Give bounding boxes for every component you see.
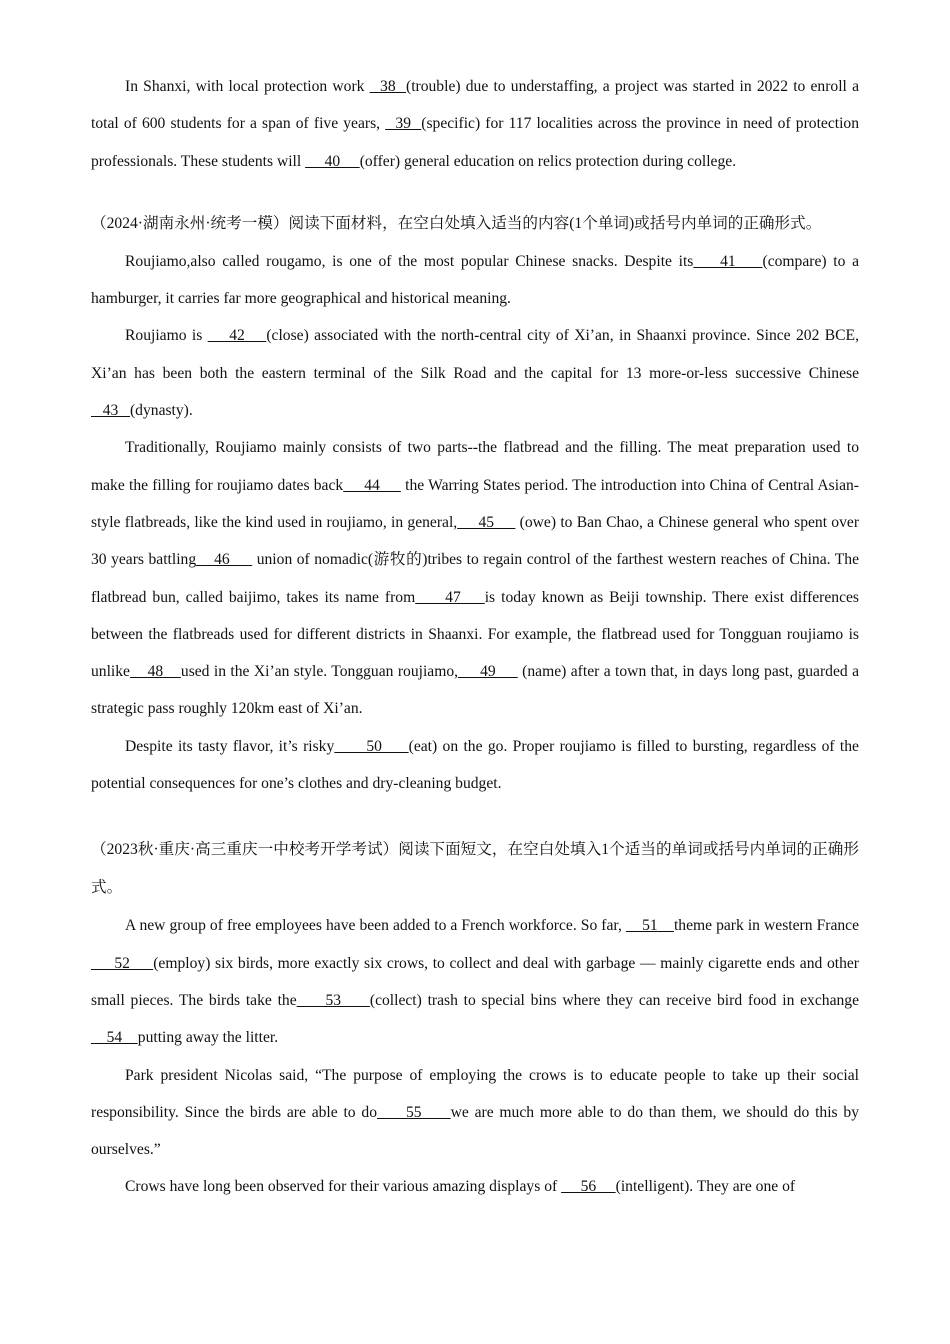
blank-46: 46 (196, 551, 253, 569)
section-heading-crows: （2023秋·重庆·高三重庆一中校考开学考试）阅读下面短文，在空白处填入1个适当的单词或括号内单词的正确形式。 (91, 841, 859, 897)
blank-53: 53 (296, 991, 370, 1009)
blank-47: 47 (415, 588, 485, 606)
paragraph-crows-quote: Park president Nicolas said, “The purpose of employing the crows is to educate people to take up their social responsibility. Since the birds are able to do 55 we are much more able to do than them, we should do this by ourselves.” (91, 1066, 859, 1159)
blank-49: 49 (458, 663, 518, 681)
paragraph-roujiamo-flavor: Despite its tasty flavor, it’s risky 50 (eat) on the go. Proper roujiamo is filled to bursting, regardless of the potential consequences for one’s clothes and dry-cleaning budget. (91, 737, 859, 793)
blank-40: 40 (305, 152, 360, 170)
blank-45: 45 (457, 513, 516, 531)
paragraph-roujiamo-intro: Roujiamo,also called rougamo, is one of the most popular Chinese snacks. Despite its 41 (compare) to a hamburger, it carries far more geographical and historical meaning. (91, 252, 859, 308)
blank-54: 54 (91, 1029, 138, 1047)
document-page (91, 68, 859, 1206)
blank-50: 50 (334, 737, 409, 755)
paragraph-shanxi: In Shanxi, with local protection work 38 (trouble) due to understaffing, a project was started in 2022 to enroll a total of 600 students for a span of five years, 39 (specific) for 117 localities across the province in need of protection professionals. These students will 40 (offer) general education on relics protection during college. (91, 78, 860, 170)
blank-55: 55 (377, 1103, 451, 1121)
paragraph-crows-intelligence: Crows have long been observed for their various amazing displays of 56 (intelligent). They are one of (125, 1178, 796, 1196)
blank-43: 43 (91, 402, 130, 420)
blank-48: 48 (129, 663, 181, 681)
blank-51: 51 (625, 917, 674, 935)
blank-56: 56 (561, 1178, 616, 1196)
blank-38: 38 (369, 78, 406, 95)
paragraph-crows-intro: A new group of free employees have been added to a French workforce. So far, 51 theme park in western France 52 (employ) six birds, more exactly six crows, to collect and deal with garbage — mainly cigarette ends and other small pieces. The birds take the 53 (collect) trash to special bins where they can receive bird food in exchange 54 putting away the litter. (91, 917, 860, 1047)
blank-44: 44 (343, 476, 401, 494)
paragraph-roujiamo-xian: Roujiamo is 42 (close) associated with the north-central city of Xi’an, in Shaanxi province. Since 202 BCE, Xi’an has been both the eastern terminal of the Silk Road and the capital for 13 more-or-less successive Chinese 43 (dynasty). (91, 327, 859, 420)
section-heading-roujiamo: （2024·湖南永州·统考一模）阅读下面材料，在空白处填入适当的内容(1个单词)或括号内单词的正确形式。 (91, 214, 822, 232)
blank-39: 39 (385, 115, 422, 133)
blank-41: 41 (693, 252, 763, 270)
blank-42: 42 (207, 327, 267, 345)
paragraph-roujiamo-tradition: Traditionally, Roujiamo mainly consists of two parts--the flatbread and the filling. The meat preparation used to make the filling for roujiamo dates back 44 the Warring States period. The introduction into China of Central Asian-style flatbreads, like the kind used in roujiamo, in general, 45 (owe) to Ban Chao, a Chinese general who spent over 30 years battling 46 union of nomadic(游牧的)tribes to regain control of the farthest western reaches of China. The flatbread bun, called baijimo, takes its name from 47 is today known as Beiji township. There exist differences between the flatbreads used for different districts in Shaanxi. For example, the flatbread used for Tongguan roujiamo is unlike 48 used in the Xi’an style. Tongguan roujiamo, 49 (name) after a town that, in days long past, guarded a strategic pass roughly 120km east of Xi’an. (91, 439, 860, 718)
blank-52: 52 (91, 954, 154, 972)
